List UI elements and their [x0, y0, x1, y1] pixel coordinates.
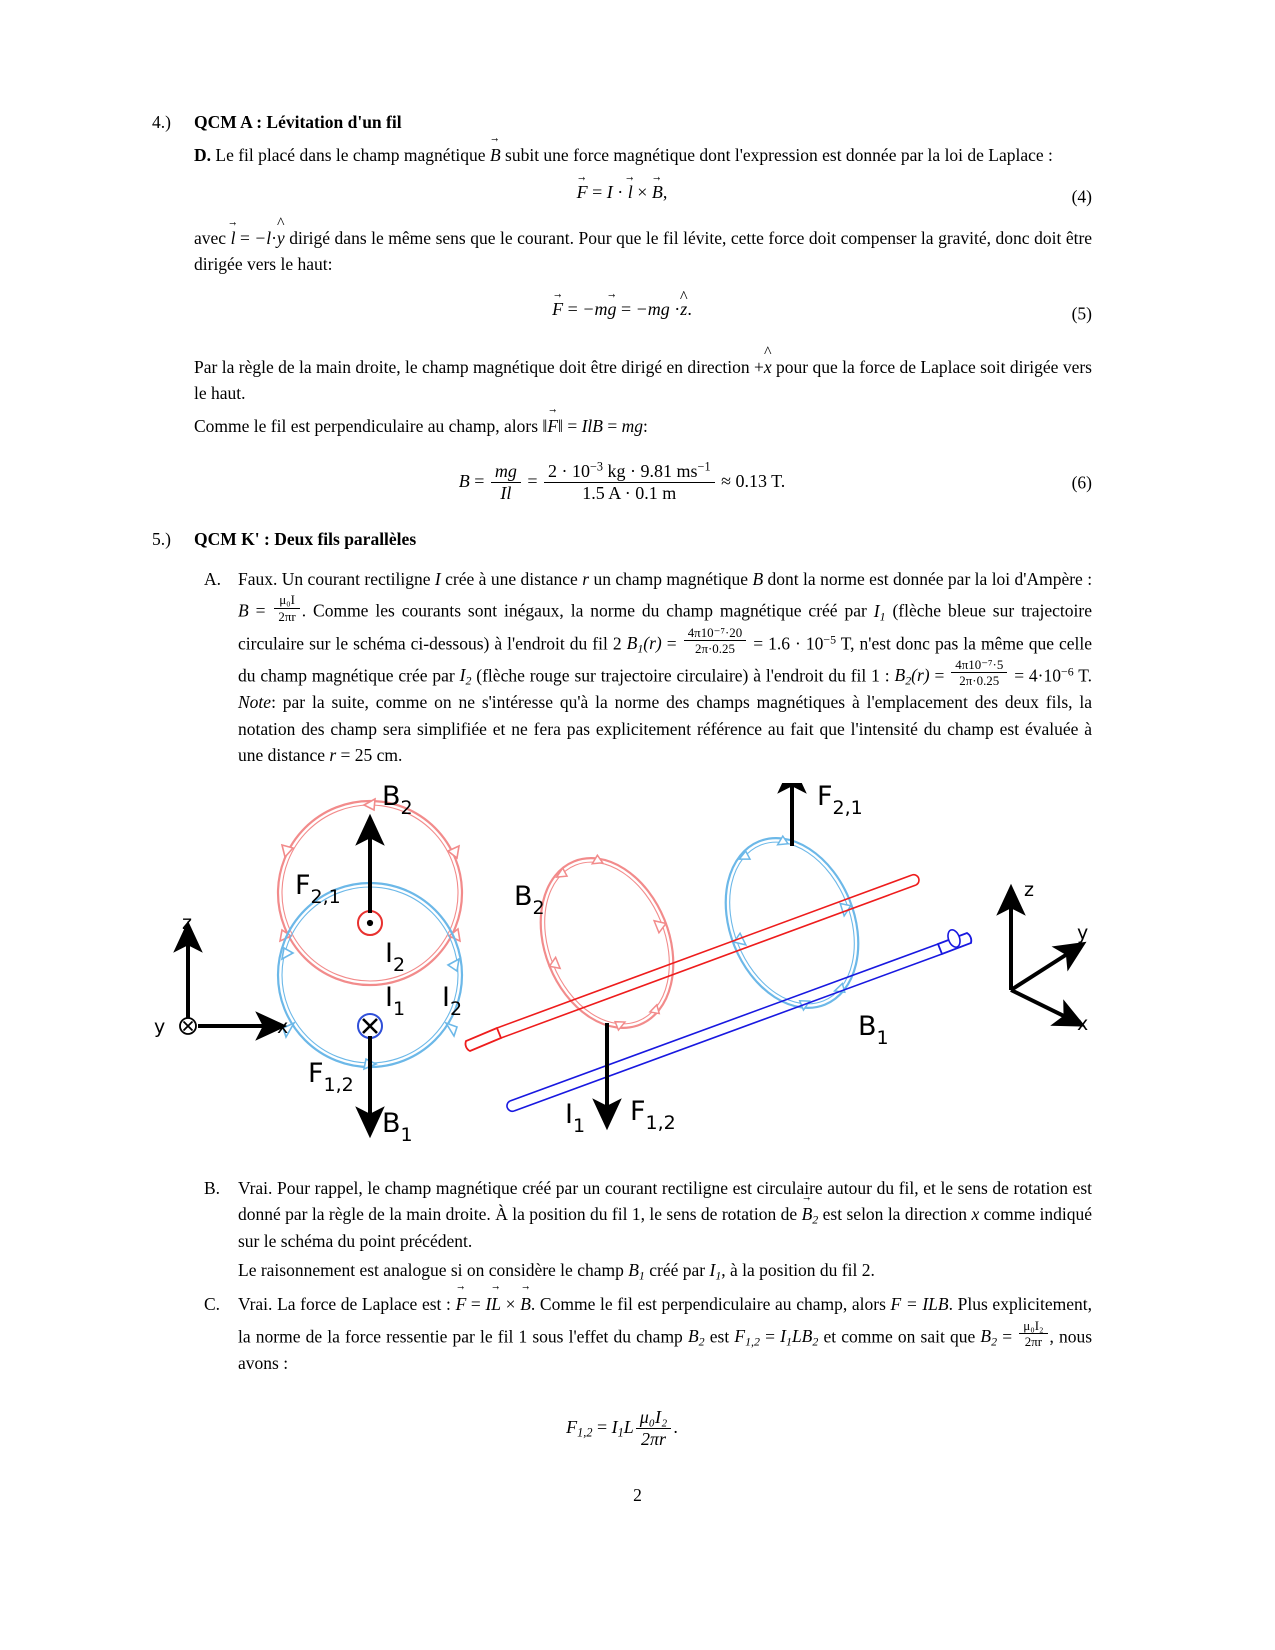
wire-2-current-out-marker	[358, 911, 382, 935]
itemA-B1r-arg: (r)	[643, 633, 662, 654]
itemC-t1: Vrai. La force de Laplace est :	[238, 1294, 451, 1315]
itemA-exp-m6: −6	[1061, 664, 1074, 679]
itemC-F12-base: F	[734, 1326, 746, 1347]
itemC-t3: . Plus explicitement, la norme de la force ressentie par le fil 1 sous l'effet du champ	[238, 1294, 1093, 1347]
red-field-ellipse-B2-right	[517, 838, 698, 1048]
eq4-cross: ×	[637, 182, 648, 203]
eqfinal-L: L	[623, 1416, 634, 1437]
itemA-note-r: r	[329, 745, 337, 766]
itemA-B1-num: 4π10⁻⁷·20	[687, 624, 743, 640]
equation-6-row	[152, 461, 1092, 504]
itemB-B2-base: B	[801, 1204, 813, 1225]
avec-vec-l: l →	[231, 226, 236, 251]
paragraph-D-text-2: subit une force magnétique dont l'expression est donnée par la loi de Laplace :	[505, 145, 1053, 165]
section-number-5: 5.)	[152, 528, 171, 549]
itemB-sub-I1	[709, 1260, 721, 1280]
eq5-equals-1: =	[567, 299, 578, 320]
itemA-I1-base: I	[873, 600, 880, 621]
eq5-g: g →	[607, 299, 616, 320]
regle-xhat: x ^	[764, 355, 772, 380]
itemA-eq3: = 1.6 · 10	[753, 633, 824, 654]
page-content	[152, 112, 1092, 1464]
right-axes	[1011, 879, 1088, 1035]
itemB-sub-B1-base: B	[628, 1259, 639, 1280]
arrowhead-I2-red	[465, 1028, 501, 1051]
equation-5	[152, 299, 1092, 320]
equation-final-row	[152, 1407, 1092, 1450]
itemC-vec-F: F →	[456, 1291, 467, 1318]
eq6-num-1: mg	[494, 461, 517, 482]
wire-1-current-in-marker	[358, 1014, 382, 1038]
itemC-B2b	[980, 1326, 998, 1349]
itemC-t5: et comme on sait que	[823, 1326, 976, 1347]
itemA-ampere-num: μ₀I	[279, 592, 295, 608]
eq4-l: l →	[628, 182, 633, 203]
eq6-equals-1: =	[474, 471, 485, 492]
eq6-num-2-exp: −3	[590, 459, 604, 474]
itemA-t6: (flèche bleue sur trajectoire circulaire sur le schéma ci-dessous) à l'endroit du fil 2	[238, 600, 1093, 654]
itemA-t3: un champ magnétique	[593, 568, 749, 589]
itemC-t2: . Comme le fil est perpendiculaire au champ, alors	[530, 1294, 886, 1315]
itemA-B2-num: 4π10⁻⁷·5	[955, 656, 1004, 672]
label-F12-right: $F_{1,2}$	[630, 1095, 676, 1134]
paragraph-perp	[194, 414, 1092, 439]
eq5-period: .	[687, 299, 692, 320]
itemA-B1-den: 2π·0.25	[684, 640, 747, 656]
itemB-sub-I1-sub: 1	[715, 1267, 722, 1282]
itemC-B2	[687, 1326, 705, 1349]
equation-5-row	[152, 299, 1092, 329]
itemA-I2-sub: 2	[465, 673, 472, 688]
itemC-B2-num: μ₀I₂	[1023, 1317, 1044, 1333]
itemC-B2b-base: B	[980, 1326, 992, 1347]
eq5-equals-2: =	[620, 299, 632, 320]
eq4-equals: =	[592, 182, 603, 203]
equation-4-row	[152, 182, 1092, 212]
itemC-B2-fraction	[1019, 1318, 1047, 1350]
perp-colon: :	[643, 415, 648, 436]
itemA-t7: T, n'est donc pas la même que celle du champ magnétique crée par	[238, 633, 1093, 686]
itemA-B2r-arg: (r)	[911, 665, 930, 686]
itemA-t9: T.	[1078, 665, 1093, 686]
eqfinal-fraction	[636, 1407, 672, 1450]
axis-label-x-left: x	[277, 1015, 289, 1038]
section-number-4: 4.)	[152, 112, 171, 132]
itemC-B2-sub: 2	[698, 1334, 705, 1349]
itemA-B2r-sub: 2	[905, 673, 912, 688]
equation-6-tag: (6)	[1071, 472, 1092, 493]
perp-text-1: Comme le fil est perpendiculaire au champ, alors ‖	[194, 415, 548, 436]
itemC-F12	[734, 1326, 760, 1349]
eqfinal-num: μ₀I₂	[639, 1406, 668, 1427]
itemA-B: B	[752, 568, 764, 589]
eq6-num-2-exp2: −1	[697, 459, 711, 474]
item-A	[204, 566, 1092, 769]
eq6-approx: ≈ 0.13 T.	[721, 471, 786, 492]
eq6-den-1: Il	[491, 482, 521, 504]
eq4-dot: ·	[617, 182, 624, 203]
eq5-minus-mg: −mg	[635, 299, 670, 320]
itemA-B2r	[894, 665, 930, 688]
eq6-fraction-2	[544, 461, 715, 504]
equation-4-tag: (4)	[1071, 186, 1092, 207]
equation-5-tag: (5)	[1071, 303, 1092, 324]
itemC-I1-sub: 1	[785, 1334, 792, 1349]
label-F21-left: $F_{2,1}$	[295, 869, 341, 908]
itemC-I1-base: I	[780, 1326, 786, 1347]
eq4-B: B →	[652, 182, 663, 203]
itemA-I: I	[434, 568, 441, 589]
avec-lead: avec	[194, 228, 227, 249]
section-title-4: QCM A : Lévitation d'un fil	[194, 112, 402, 132]
itemA-ampere-fraction	[274, 592, 299, 624]
item-C	[204, 1291, 1092, 1376]
eq6-fraction-1	[491, 461, 521, 504]
left-cross-section-diagram	[154, 783, 462, 1146]
itemA-note-text: : par la suite, comme on ne s'intéresse qu'à la norme des champs magnétiques à l'emplacement des deux fils, la notation des champ sera simplifiée et ne fera pas explicitement référence au fait que l'intensité du champ est évaluée à une distance	[238, 692, 1092, 766]
eqfinal-F	[566, 1417, 592, 1437]
eqfinal-den: 2πr	[636, 1428, 672, 1450]
avec-yhat: y ^	[277, 226, 285, 251]
left-axes	[154, 912, 288, 1038]
itemA-B2r-base: B	[894, 665, 906, 686]
eqfinal-period: .	[673, 1416, 678, 1437]
itemA-ampere-den: 2πr	[274, 608, 299, 624]
itemA-I2	[459, 665, 472, 688]
itemA-eq: =	[255, 600, 266, 621]
itemA-I1-sub: 1	[879, 609, 886, 624]
eq4-comma: ,	[662, 182, 668, 203]
itemB-sub-B1	[628, 1260, 645, 1280]
itemA-note-val: = 25 cm.	[340, 745, 403, 766]
figure-svg	[152, 783, 1092, 1163]
itemC-B2-base: B	[687, 1326, 699, 1347]
eqfinal-I1-base: I	[611, 1416, 618, 1437]
eq6-num-2b: kg · 9.81 ms	[603, 461, 698, 482]
itemC-eq: =	[470, 1294, 481, 1315]
itemC-eq3: =	[1002, 1326, 1013, 1347]
itemC-F12-sub: 1,2	[745, 1334, 760, 1349]
itemA-eq5: = 4·10	[1014, 665, 1062, 686]
eqfinal-F-sub: 1,2	[577, 1424, 593, 1439]
perp-eq: =	[607, 415, 618, 436]
itemC-I: I	[485, 1294, 492, 1315]
label-I2-right: $I_2$	[442, 981, 463, 1020]
itemA-B-eq: B	[238, 600, 249, 621]
label-I2-left: $I_2$	[385, 937, 406, 976]
itemA-B2-den: 2π·0.25	[951, 672, 1007, 688]
itemB-B2-sub: 2	[812, 1212, 819, 1227]
axis-label-y-left: y	[154, 1015, 166, 1038]
itemB-t2: est selon la direction	[822, 1204, 968, 1225]
itemB-sub-I1-base: I	[709, 1259, 716, 1280]
itemB-vec-B2	[802, 1201, 813, 1228]
avec-rest: dirigé dans le même sens que le courant. Pour que le fil lévite, cette force doit compenser la gravité, donc doit être dirigée vers le haut:	[194, 228, 1093, 274]
item-B	[204, 1175, 1092, 1283]
paragraph-regle	[194, 355, 1092, 406]
itemA-exp-m5: −5	[823, 632, 837, 647]
avec-minus-l: −l	[254, 228, 272, 249]
eq5-minus-m: −m	[582, 299, 608, 320]
perp-mg: mg	[621, 415, 643, 436]
itemA-note-label: Note	[238, 692, 272, 713]
eq6-equals-2: =	[527, 471, 538, 492]
item-letter-D: D.	[194, 145, 212, 165]
equation-final	[152, 1407, 1092, 1450]
eq4-I: I	[606, 182, 613, 203]
itemC-I1LB2	[780, 1326, 819, 1349]
axis-label-z-left: z	[182, 911, 192, 934]
label-B2-right: $B_2$	[514, 880, 545, 919]
eq6-den-2: 1.5 A · 0.1 m	[544, 482, 715, 504]
itemB-sub-B1-sub: 1	[638, 1267, 645, 1282]
itemA-B1-fraction	[684, 625, 747, 657]
itemB-t3: comme indiqué sur le schéma du point précédent.	[238, 1204, 1093, 1252]
itemA-B1r-base: B	[626, 633, 638, 654]
itemA-eq2: =	[666, 633, 677, 654]
itemB-sub-t1: Le raisonnement est analogue si on considère le champ	[238, 1259, 624, 1280]
label-I1-left: $I_1$	[385, 981, 406, 1020]
itemC-t6: , nous avons :	[238, 1326, 1093, 1374]
eq5-F: F →	[552, 299, 563, 320]
paragraph-D	[194, 143, 1092, 168]
label-F12-left: $F_{1,2}$	[308, 1057, 354, 1096]
itemC-B2-sub2: 2	[812, 1334, 819, 1349]
page-number: 2	[633, 1485, 642, 1505]
itemC-LB: LB	[791, 1326, 813, 1347]
itemC-vec-B: B →	[520, 1291, 531, 1318]
label-F21-right: $F_{2,1}$	[817, 782, 863, 819]
axis-y-right	[1011, 951, 1072, 990]
eq4-F: F →	[577, 182, 588, 203]
figure-two-parallel-wires	[152, 783, 1092, 1163]
eq6-num-2a: 2 · 10	[548, 461, 591, 482]
itemA-B2-fraction	[951, 657, 1007, 689]
itemA-B1r-sub: 1	[637, 641, 644, 656]
eqfinal-I1-sub: 1	[617, 1424, 624, 1439]
itemA-t8: (flèche rouge sur trajectoire circulaire) à l'endroit du fil 1 :	[476, 665, 890, 686]
label-B2-left: $B_2$	[382, 782, 413, 819]
perp-IlB: IlB	[581, 415, 603, 436]
section-header-5	[152, 529, 1092, 550]
item-A-letter: A.	[204, 568, 222, 589]
label-B1-right: $B_1$	[858, 1010, 889, 1049]
eq5-zhat: z ^	[680, 299, 687, 320]
itemC-B2-den: 2πr	[1019, 1333, 1047, 1349]
eqfinal-I1L	[612, 1417, 634, 1437]
eq5-dot: ·	[674, 299, 681, 320]
itemC-t4: est	[709, 1326, 730, 1347]
itemC-cross: ×	[505, 1294, 516, 1315]
eq6-B: B	[458, 471, 470, 492]
equation-4	[152, 182, 1092, 203]
right-3d-diagram	[442, 783, 1088, 1137]
axis-label-y-right: y	[1077, 921, 1089, 944]
perp-text-2: ‖ =	[558, 415, 578, 436]
eqfinal-eq: =	[596, 1416, 608, 1437]
itemA-t5: . Comme les courants sont inégaux, la norme du champ magnétique créé par	[301, 600, 867, 621]
itemB-x: x	[971, 1204, 980, 1225]
axis-x-right	[1011, 990, 1070, 1019]
label-B1-left: $B_1$	[382, 1107, 413, 1146]
section-title-5: QCM K' : Deux fils parallèles	[194, 528, 417, 549]
itemC-eq2: =	[765, 1326, 775, 1347]
label-I1-right: $I_1$	[565, 1098, 586, 1137]
itemA-r: r	[582, 568, 590, 589]
itemC-B2b-sub: 2	[991, 1334, 998, 1349]
perp-vec-F: F →	[547, 414, 558, 439]
math-vector-B: B →	[490, 143, 501, 168]
itemA-t2: crée à une distance	[445, 568, 578, 589]
itemC-F-ILB: F = ILB	[890, 1294, 949, 1315]
itemB-sub-t2: créé par	[649, 1259, 706, 1280]
blue-field-ellipse-B1-right	[702, 818, 883, 1028]
itemB-sub-t3: , à la position du fil 2.	[721, 1259, 875, 1280]
itemB-t1: Vrai. Pour rappel, le champ magnétique créé par un courant rectiligne est circulaire autour du fil, et le sens de rotation est donné par la règle de la main droite. À la position du fil 1, le sens de rotation de	[238, 1177, 1092, 1225]
item-C-letter: C.	[204, 1294, 221, 1315]
regle-text-1: Par la règle de la main droite, le champ magnétique doit être dirigé en direction +	[194, 357, 764, 378]
item-B-letter: B.	[204, 1177, 221, 1198]
itemA-I2-base: I	[459, 665, 466, 686]
equation-6	[152, 461, 1092, 504]
itemC-vec-L: L →	[491, 1291, 501, 1318]
avec-eq: =	[240, 228, 250, 249]
paragraph-avec	[194, 226, 1092, 277]
paragraph-D-text-1: Le fil placé dans le champ magnétique	[215, 145, 486, 165]
axis-label-z-right: z	[1024, 878, 1034, 901]
itemB-subparagraph	[238, 1257, 1092, 1284]
itemA-eq4: =	[934, 665, 945, 686]
itemA-t4: dont la norme est donnée par la loi d'Ampère :	[767, 568, 1093, 589]
itemA-t1: Faux. Un courant rectiligne	[238, 568, 431, 589]
avec-dot: ·	[271, 228, 277, 249]
itemA-B1r	[626, 633, 662, 656]
section-header-4	[152, 112, 1092, 133]
itemA-I1	[873, 600, 886, 624]
axis-label-x-right: x	[1077, 1012, 1089, 1035]
eq6-num-2	[544, 461, 715, 482]
regle-text-2: pour que la force de Laplace soit dirigée vers le haut.	[194, 357, 1092, 403]
eqfinal-F-base: F	[566, 1416, 578, 1437]
